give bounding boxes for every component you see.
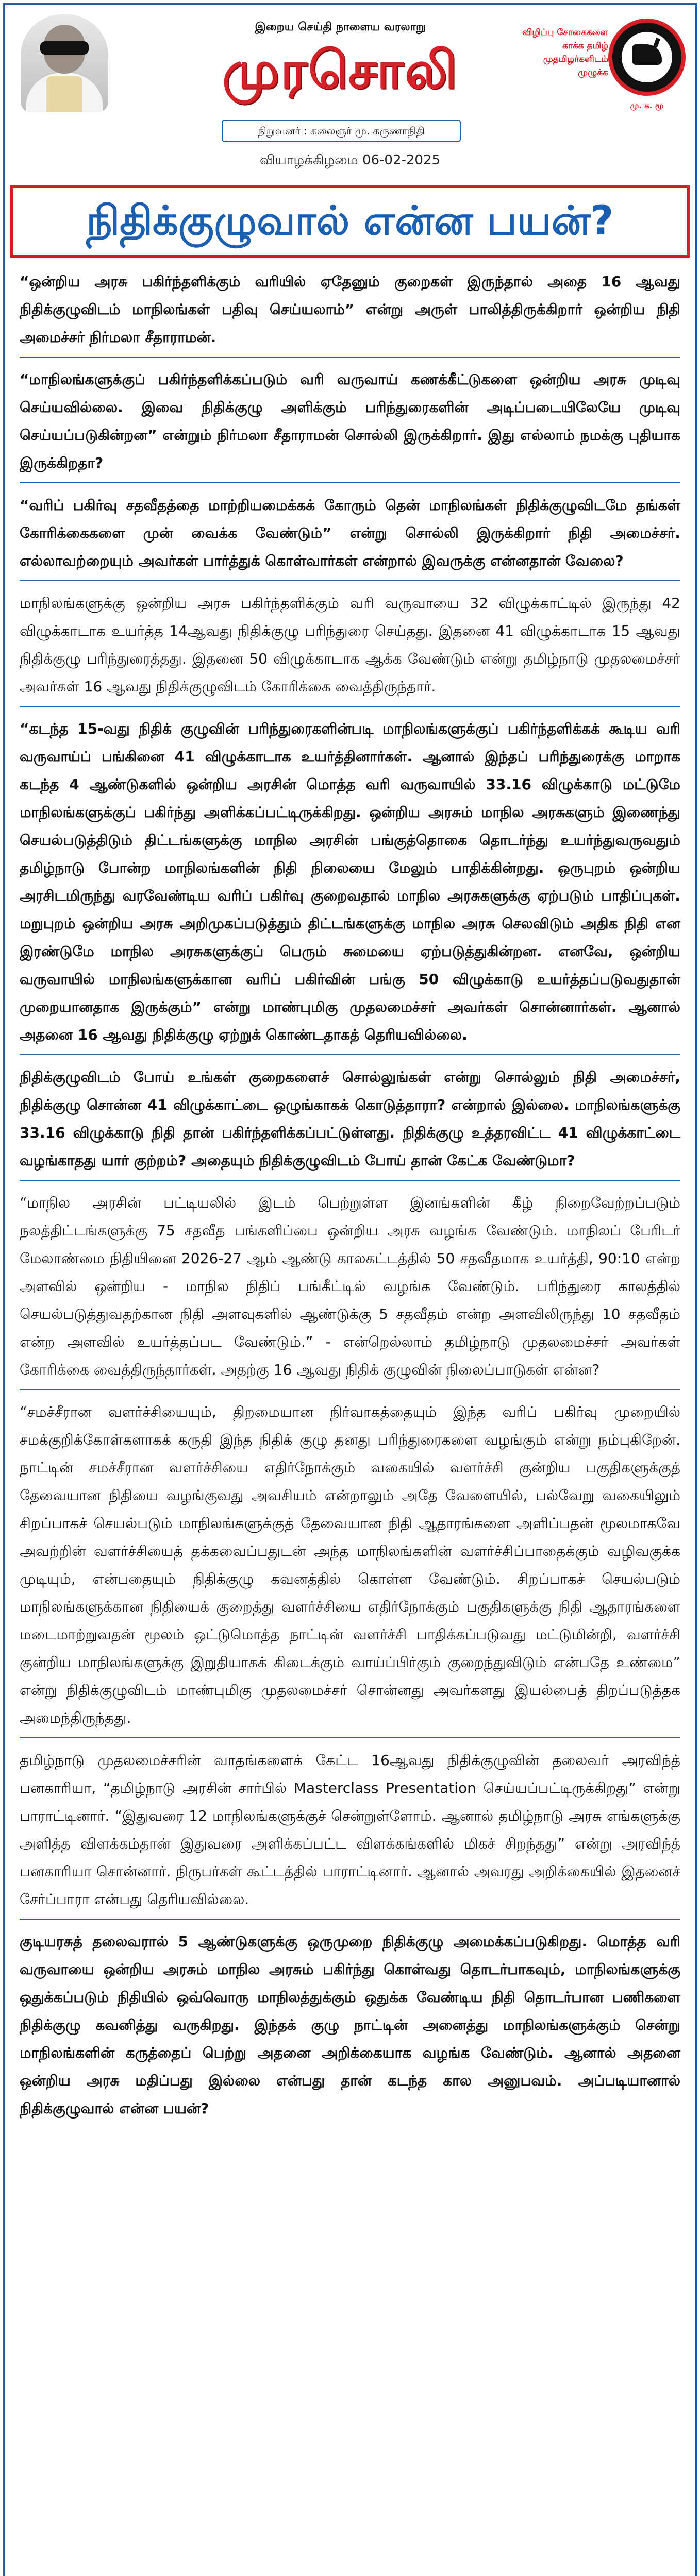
article-paragraph: “மாநில அரசின் பட்டியலில் இடம் பெற்றுள்ள இனங்களின் கீழ் நிறைவேற்றப்படும் நலத்திட்டங்களுக்கு 75 சதவீத பங்களிப்பை ஒன்றிய அரசு வழங்க வேண்டும். மாநிலப் பேரிடர் மேலாண்மை நிதியினை 2026-27 ஆம் ஆண்டு காலகட்டத்தில் 50 சதவீதமாக உயர்த்தி, 90:10 என்ற அளவில் ஒன்றிய - மாநில நிதிப் பங்கீட்டில் வழங்க வேண்டும். பரிந்துரை காலத்தில் செயல்படுத்துவதற்கான நிதி அளவுகளில் ஆண்டுக்கு 5 சதவீதம் என்ற அளவிலிருந்து 10 சதவீதம் என்ற அளவில் உயர்த்தப்பட வேண்டும்.” - என்றெல்லாம் தமிழ்நாடு முதலமைச்சர் அவர்கள் கோரிக்கை வைத்திருந்தார்கள். அதற்கு 16 ஆவது நிதிக் குழுவின் நிலைப்பாடுகள் என்ன?: [20, 1194, 680, 1378]
article-paragraph: “வரிப் பகிர்வு சதவீதத்தை மாற்றியமைக்கக் கோரும் தென் மாநிலங்கள் நிதிக்குழுவிடமே தங்கள் கோரிக்கைகளை முன் வைக்க வேண்டும்” என்று சொல்லி இருக்கிறார் நிதி அமைச்சர். எல்லாவற்றையும் அவர்கள் பார்த்துக் கொள்வார்கள் என்றால் இவருக்கு என்னதான் வேலை?: [20, 497, 680, 569]
article-paragraph: நிதிக்குழுவிடம் போய் உங்கள் குறைகளைச் சொல்லுங்கள் என்று சொல்லும் நிதி அமைச்சர், நிதிக்குழு சொன்ன 41 விழுக்காட்டை ஒழுங்காகக் கொடுத்தாரா? என்றால் இல்லை. மாநிலங்களுக்கு 33.16 விழுக்காடு நிதி தான் பகிர்ந்தளிக்கப்பட்டுள்ளது. நிதிக்குழு உத்தரவிட்ட 41 விழுக்காட்டை வழங்காதது யார் குற்றம்? அதையும் நிதிக்குழுவிடம் போய் தான் கேட்க வேண்டுமா?: [20, 1069, 680, 1169]
article-paragraph: “மாநிலங்களுக்குப் பகிர்ந்தளிக்கப்படும் வரி வருவாய் கணக்கீட்டுகளை ஒன்றிய அரசு முடிவு செய்யவில்லை. இவை நிதிக்குழு அளிக்கும் பரிந்துரைகளின் அடிப்படையிலேயே முடிவு செய்யப்படுகின்றன” என்றும் நிர்மலா சீதாராமன் சொல்லி இருக்கிறார். இது எல்லாம் நமக்கு புதியாக இருக்கிறதா?: [20, 371, 680, 471]
emblem-slogan: விழிப்பு சோகைகளை காக்க தமிழ் முதமிழர்களிடம் முழுக்க: [522, 27, 608, 78]
issue-date: வியாழக்கிழமை 06-02-2025: [259, 152, 441, 168]
paragraph-divider: [20, 1054, 680, 1055]
article-paragraph: குடியரசுத் தலைவரால் 5 ஆண்டுகளுக்கு ஒருமுறை நிதிக்குழு அமைக்கப்படுகிறது. மொத்த வரி வருவாயை ஒன்றிய அரசும் மாநில அரசும் பகிர்ந்து கொள்வது தொடர்பாகவும், மாநிலங்களுக்கு ஒதுக்கப்படும் நிதியில் ஒவ்வொரு மாநிலத்துக்கும் ஒதுக்க வேண்டிய நிதி தொடர்பான பணிகளை நிதிக்குழு கவனித்து வருகிறது. இந்தக் குழு நாட்டின் அனைத்து மாநிலங்களுக்கும் சென்று மாநிலங்களின் கருத்தைப் பெற்று அதனை அறிக்கையாக வழங்க வேண்டும். ஆனால் அதனை ஒன்றிய அரசு மதிப்பது இல்லை என்பது தான் கடந்த கால அனுபவம். அப்படியானால் நிதிக்குழுவால் என்ன பயன்?: [20, 1933, 680, 2117]
article-paragraph: “சமச்சீரான வளர்ச்சியையும், திறமையான நிர்வாகத்தையும் இந்த வரிப் பகிர்வு முறையில் சமக்குறிக்கோள்களாகக் கருதி இந்த நிதிக் குழு தனது பரிந்துரைகளை வழங்கும் என்று நம்புகிறேன். நாட்டின் சமச்சீரான வளர்ச்சியை எதிர்நோக்கும் வகையில் வளர்ச்சி குன்றிய பகுதிகளுக்குத் தேவையான நிதியை வழங்குவது அவசியம் என்றாலும் அதே வேளையில், பல்வேறு வகையிலும் சிறப்பாகச் செயல்படும் மாநிலங்களுக்குத் தேவையான நிதி ஆதாரங்களை அளிப்பதன் மூலமாகவே அவற்றின் வளர்ச்சியைத் தக்கவைப்பதுடன் அந்த மாநிலங்களின் வளர்ச்சிப்பாதைக்கும் வழிவகுக்க முடியும், என்பதையும் நிதிக்குழு கவனத்தில் கொள்ள வேண்டும். சிறப்பாகச் செயல்படும் மாநிலங்களுக்கான நிதியைக் குறைத்து வளர்ச்சியை எதிர்நோக்கும் பகுதிகளுக்கு நிதி ஆதாரங்களை மடைமாற்றுவதன் மூலம் ஒட்டுமொத்த நாட்டின் வளர்ச்சி பாதிக்கப்படுவது மட்டுமின்றி, வளர்ச்சி குன்றிய மாநிலங்களுக்கு இறுதியாகக் கிடைக்கும் வாய்ப்பிர்கும் குறைந்துவிடும் என்பதே உண்மை” என்று நிதிக்குழுவிடம் மாண்புமிகு முதலமைச்சர் சொன்னது அவர்களது இயல்பைத் திறப்படுத்தக அமைந்திருந்தது.: [20, 1403, 680, 1726]
paragraph-divider: [20, 357, 680, 358]
party-emblem-icon: [608, 19, 686, 96]
editorial-body: [20, 268, 680, 2128]
paragraph-divider: [20, 1737, 680, 1738]
article-paragraph: “ஒன்றிய அரசு பகிர்ந்தளிக்கும் வரியில் ஏதேனும் குறைகள் இருந்தால் அதை 16 ஆவது நிதிக்குழுவிடம் மாநிலங்கள் பதிவு செய்யலாம்” என்று அருள் பாலித்திருக்கிறார் ஒன்றிய நிதி அமைச்சர் நிர்மலா சீதாராமன்.: [20, 273, 680, 346]
editorial-headline: நிதிக்குழுவால் என்ன பயன்?: [10, 185, 690, 258]
paragraph-divider: [20, 1180, 680, 1181]
founder-label: நிறுவனர் : கலைஞர் மு. கருணாநிதி: [222, 120, 461, 142]
masthead-tagline: இறைய செய்தி நாளைய வரலாறு: [255, 21, 426, 33]
paragraph-divider: [20, 1919, 680, 1920]
founder-portrait: [21, 14, 108, 112]
article-paragraph: தமிழ்நாடு முதலமைச்சரின் வாதங்களைக் கேட்ட 16ஆவது நிதிக்குழுவின் தலைவர் அரவிந்த் பனகாரியா, “தமிழ்நாடு அரசின் சார்பில் Masterclass Presentation செய்யப்பட்டிருக்கிறது” என்று பாராட்டினார். “இதுவரை 12 மாநிலங்களுக்குச் சென்றுள்ளோம். ஆனால் தமிழ்நாடு அரசு எங்களுக்கு அளித்த விளக்கம்தான் இதுவரை அளிக்கப்பட்ட விளக்கங்களில் மிகச் சிறந்தது” என்று அரவிந்த் பனகாரியா சொன்னார். நிருபர்கள் கூட்டத்தில் பாராட்டினார். ஆனால் அவரது அறிக்கையில் இதனைச் சேர்ப்பாரா என்பது தெரியவில்லை.: [20, 1752, 680, 1908]
emblem-caption: மு. க. மூ: [630, 101, 664, 110]
article-paragraph: மாநிலங்களுக்கு ஒன்றிய அரசு பகிர்ந்தளிக்கும் வரி வருவாயை 32 விழுக்காட்டில் இருந்து 42 விழுக்காடாக உயர்த்த 14ஆவது நிதிக்குழு பரிந்துரை செய்தது. இதனை 41 விழுக்காடாக 15 ஆவது நிதிக்குழு பரிந்துரைத்தது. இதனை 50 விழுக்காடாக ஆக்க வேண்டும் என்று தமிழ்நாடு முதலமைச்சர் அவர்கள் 16 ஆவது நிதிக்குழுவிடம் கோரிக்கை வைத்திருந்தார்.: [20, 595, 680, 695]
paragraph-divider: [20, 1389, 680, 1390]
newspaper-logo: முரசொலி: [222, 40, 458, 100]
paragraph-divider: [20, 706, 680, 707]
paragraph-divider: [20, 580, 680, 581]
paragraph-divider: [20, 482, 680, 483]
article-paragraph: “கடந்த 15-வது நிதிக் குழுவின் பரிந்துரைகளின்படி மாநிலங்களுக்குப் பகிர்ந்தளிக்கக் கூடிய வரி வருவாய்ப் பங்கினை 41 விழுக்காடாக உயர்த்தினார்கள். ஆனால் இந்தப் பரிந்துரைக்கு மாறாக கடந்த 4 ஆண்டுகளில் ஒன்றிய அரசின் மொத்த வரி வருவாயில் 33.16 விழுக்காடு மட்டுமே மாநிலங்களுக்குப் பகிர்ந்து அளிக்கப்பட்டிருக்கிறது. ஒன்றிய அரசும் மாநில அரசுகளும் இணைந்து செயல்படுத்திடும் திட்டங்களுக்கு மாநில அரசின் பங்குத்தொகை தொடர்ந்து உயர்ந்துவருவதும் தமிழ்நாடு போன்ற மாநிலங்களின் நிதி நிலையை மேலும் பாதிக்கின்றது. ஒருபுறம் ஒன்றிய அரசிடமிருந்து வரவேண்டிய வரிப் பகிர்வு குறைவதால் மாநில அரசுகளுக்கு ஏற்படும் பாதிப்புகள். மறுபுறம் ஒன்றிய அரசு அறிமுகப்படுத்தும் திட்டங்களுக்கு மாநில அரசு செலவிடும் அதிக நிதி என இரண்டுமே மாநில அரசுகளுக்குப் பெரும் சுமையை ஏற்படுத்துகின்றன. எனவே, ஒன்றிய வருவாயில் மாநிலங்களுக்கான வரிப் பகிர்வின் பங்கு 50 விழுக்காடு உயர்த்தப்படுவதுதான் முறையானதாக இருக்கும்” என்று மாண்புமிகு முதலமைச்சர் அவர்கள் சொன்னார்கள். ஆனால் அதனை 16 ஆவது நிதிக்குழு ஏற்றுக் கொண்டதாகத் தெரியவில்லை.: [20, 720, 680, 1043]
